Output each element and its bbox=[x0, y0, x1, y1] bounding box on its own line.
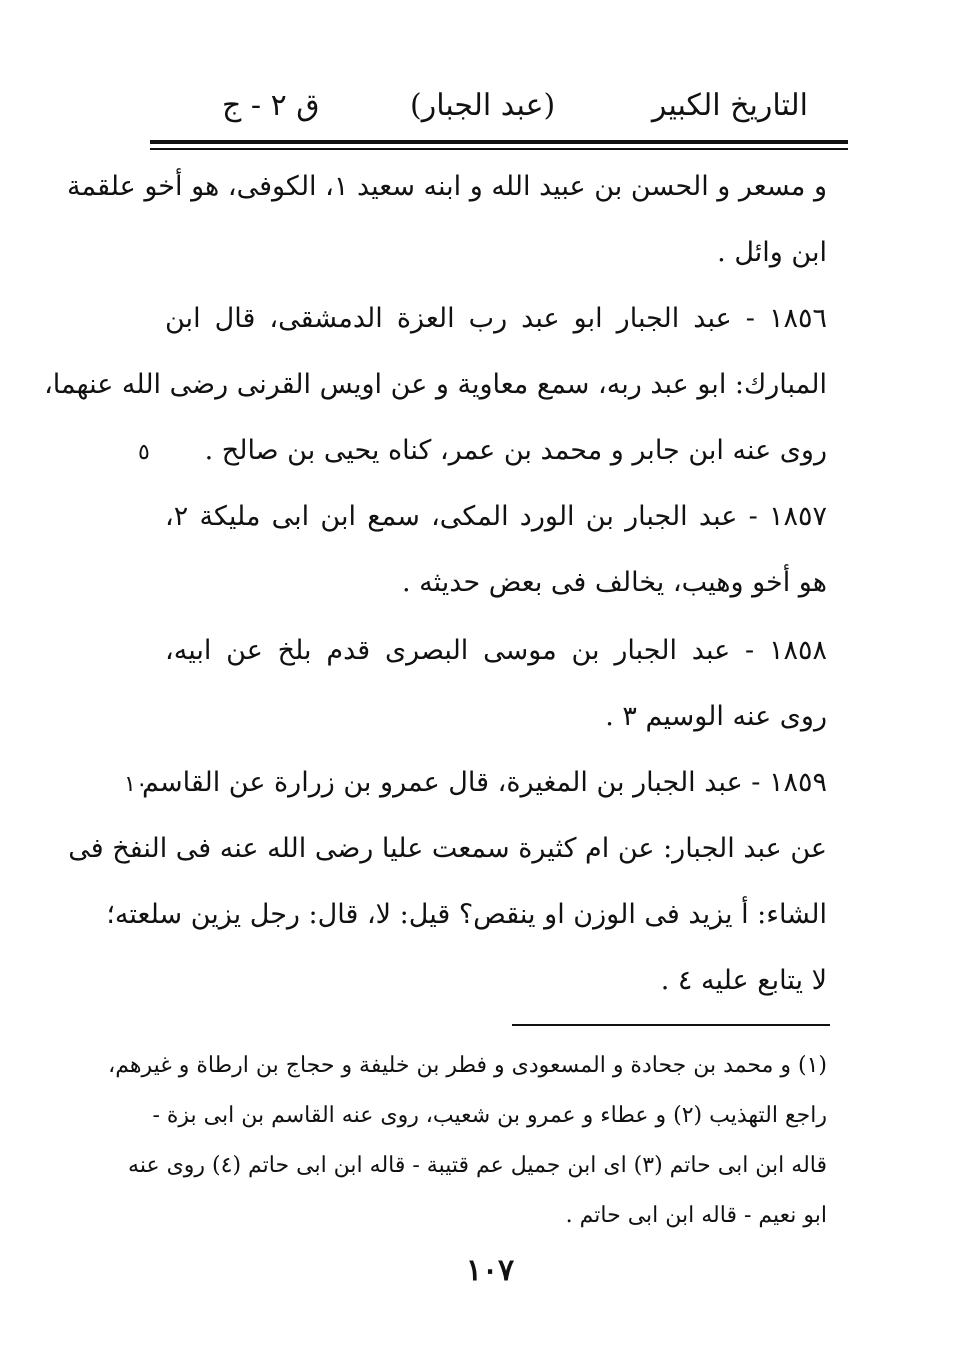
footnote-line: (١) و محمد بن جحادة و المسعودى و فطر بن خليفة و حجاج بن ارطاة و غيرهم، bbox=[108, 1053, 827, 1078]
header-rule-thick bbox=[150, 140, 848, 144]
footnote-line: راجع التهذيب (٢) و عطاء و عمرو بن شعيب، روى عنه القاسم بن ابى بزة - bbox=[152, 1103, 827, 1128]
footnote-rule bbox=[512, 1024, 830, 1026]
page-number: ١٠٧ bbox=[465, 1253, 515, 1288]
text-line: لا يتابع عليه ٤ . bbox=[660, 965, 827, 996]
entry-1859-line: ١٨٥٩ - عبد الجبار بن المغيرة، قال عمرو بن زرارة عن القاسم bbox=[142, 767, 827, 798]
text-line: المبارك: ابو عبد ربه، سمع معاوية و عن اويس القرنى رضى الله عنهما، bbox=[44, 369, 827, 400]
entry-1857-line: ١٨٥٧ - عبد الجبار بن الورد المكى، سمع ابن ابى مليكة ٢، bbox=[165, 501, 827, 532]
footnote-line: ابو نعيم - قاله ابن ابى حاتم . bbox=[565, 1203, 827, 1228]
text-line: ابن وائل . bbox=[717, 237, 827, 268]
text-line: الشاء: أ يزيد فى الوزن او ينقص؟ قيل: لا، قال: رجل يزين سلعته؛ bbox=[106, 899, 827, 930]
text-line: عن عبد الجبار: عن ام كثيرة سمعت عليا رضى الله عنه فى النفخ فى bbox=[68, 833, 827, 864]
entry-1858-line: ١٨٥٨ - عبد الجبار بن موسى البصرى قدم بلخ عن ابيه، bbox=[165, 635, 827, 666]
line-number-5: ٥ bbox=[138, 440, 150, 465]
text-line: روى عنه ابن جابر و محمد بن عمر، كناه يحيى بن صالح . bbox=[204, 435, 827, 466]
footnote-line: قاله ابن ابى حاتم (٣) اى ابن جميل عم قتيبة - قاله ابن ابى حاتم (٤) روى عنه bbox=[128, 1153, 827, 1178]
volume-label: ق ٢ - ج bbox=[222, 88, 320, 123]
text-line: و مسعر و الحسن بن عبيد الله و ابنه سعيد ١، الكوفى، هو أخو علقمة bbox=[66, 171, 827, 202]
header-rule-thin bbox=[150, 148, 848, 150]
running-title: التاريخ الكبير bbox=[651, 88, 808, 123]
text-line: هو أخو وهيب، يخالف فى بعض حديثه . bbox=[401, 567, 827, 598]
section-heading: (عبد الجبار) bbox=[410, 88, 556, 123]
line-number-10: ١٠ bbox=[124, 772, 148, 797]
entry-1856-line: ١٨٥٦ - عبد الجبار ابو عبد رب العزة الدمشقى، قال ابن bbox=[165, 303, 827, 334]
text-line: روى عنه الوسيم ٣ . bbox=[605, 701, 827, 732]
